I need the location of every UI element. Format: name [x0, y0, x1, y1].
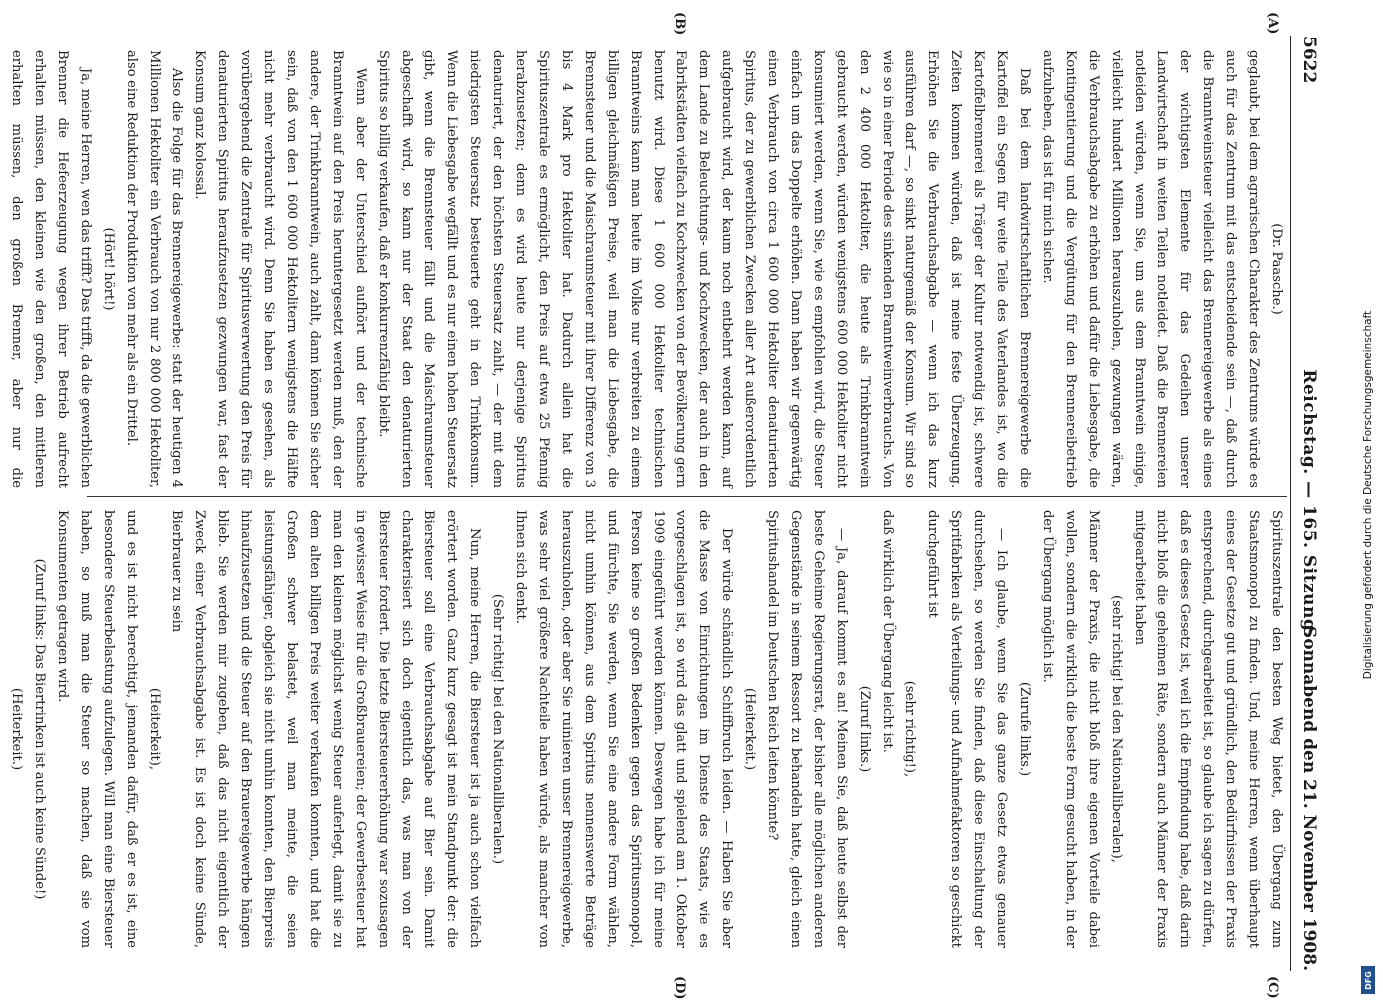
margin-mark-b: (B) — [672, 12, 687, 36]
interjection: (Heiterkeit.) — [9, 687, 25, 771]
page-header — [1293, 36, 1321, 971]
margin-mark-a: (A) — [1265, 12, 1280, 35]
interjection: (Hört! hört!) — [100, 227, 116, 311]
paragraph: daß wirklich der Übergang leicht ist. — [879, 510, 895, 753]
paragraph: Spirituszentrale den besten Weg bietet, den Übergang zum Staatsmonopol zu finden. Und, meine Herren, wenn überhaupt eines der Gesetze gut und gründlich, den Bedürfnissen der Praxis entsprechend, durchgearbeitet ist, so glaube ich sagen zu dürfen, daß es dieses Gesetz ist, weil ich die Empfindung habe, daß darin nicht bloß die geheimen Räte, sondern auch Männer der Praxis mitgearbeitet haben — [1131, 510, 1284, 948]
right-column — [9, 510, 1287, 948]
interjection: (Heiterkeit.) — [742, 687, 758, 771]
margin-mark-c: (C) — [1265, 976, 1280, 999]
page-number: 5622 — [1299, 36, 1319, 84]
interjection: (sehr richtig! bei den Nationalliberalen), — [1108, 595, 1124, 863]
paragraph: geglaubt, bei dem agrarischen Charakter des Zentrums würde es auch für das Zentrum mit das entscheidende sein —, daß durch die Branntweinsteuer vielleicht das Brennereigewerbe als eines der wichtigsten Elemente für das Gedeihen unserer Landwirtschaft in weiten Teilen notleidet. Daß die Brennereien notleiden würden, wenn Sie, um aus dem Branntwein einige, vielleicht hundert Millionen herauszuholen, gezwungen wären, die Verbrauchsabgabe zu erhöhen und dafür die Liebesgabe, die Kontingentierung und die Vergütung für den Brennereibetrieb aufzuheben, das ist für mich sicher. — [1039, 50, 1262, 488]
paragraph: Ja, meine Herren, wen das trifft? Das trifft, da die gewerblichen Brenner die Hefeerzeugung wegen ihrer Betrieb aufrecht erhalten müssen, den kleinen wie den großen, den mittleren erhalten müssen, den großen Brenner, aber nur die — [9, 50, 93, 488]
interjection: (sehr richtig!), — [902, 680, 918, 778]
column-divider — [87, 496, 1287, 497]
paragraph: Der würde schändlich Schiffbruch leiden. — Haben Sie aber die Masse von Einrichtungen im Dienste des Staats, wie es vorgeschlagen ist, so wird das glatt und spielend am 1. Oktober 1909 eingeführt werden können. Deswegen habe ich für meine Person keine so großen Bedenken gegen das Spiritusmonopol, und fürchte, Sie werden, wenn Sie eine andere Form wählen, nicht umhin können, aus dem Spiritus nennenswerte Beträge herauszuholen, oder aber Sie ruinieren unser Brennereigewerbe, was sehr viel größere Nachteile haben würde, als mancher von Ihnen sich denkt. — [513, 510, 735, 948]
interjection: (Zuruf links.) — [856, 685, 872, 773]
interjection: (Zurufe links.) — [1017, 681, 1033, 777]
paragraph — [0, 510, 4, 948]
paragraph: — Ja, darauf kommt es an! Meinen Sie, daß heute selbst der beste Geheime Regierungsrat, der bisher alle möglichen anderen Gegenstände in seinem Ressort zu behandeln hatte, gleich einen Spiritushandel im Deutschen Reich leiten könnte? — [765, 510, 849, 948]
paragraph: Daß bei dem landwirtschaftlichen Brennereigewerbe die Kartoffel ein Segen für weite Teile des Vaterlandes ist, wo die Kartoffelbrennerei als Träger der Kultur notwendig ist, schwere Zeiten kommen würden, daß ist meine feste Überzeugung. Erhöhen Sie die Verbrauchsabgabe — wenn ich das kurz ausführen darf —, so sinkt naturgemäß der Konsum. Wir sind so wie so in einer Periode des sinkenden Branntweinverbrauchs. Von den 2 400 000 Hektoliter, die heute als Trinkbranntwein gebraucht werden, würden wenigstens 600 000 Hektoliter nicht konsumiert werden, wenn Sie, wie es empfohlen wird, die Steuer einfach um das Doppelte erhöhen. Dann haben wir gegenwärtig einen Verbrauch von circa 1 600 000 Hektoliter denaturierten Spiritus, der zu gewerblichen Zwecken aller Art außerordentlich aufgebraucht wird, der kaum noch entbehrt werden kann, auf dem Lande zu Beleuchtungs- und Kochzwecken, der auch in den Fabrikstädten vielfach zu Kochzwecken von der Bevölkerung gern benutzt wird. Diese 1 600 000 Hektoliter technischen Branntweins kann man heute im Volke nur verbreiten zu einem billigen gleichmäßigen Preise, weil man die Liebesgabe, die Brennsteuer und die Maischraumsteuer mit ihrer Differenz von 3 bis 4 Mark pro Hektoliter hat. Dadurch allein hat die Spirituszentrale es ermöglicht, den Preis auf etwa 25 Pfennig herabzusetzen; denn es wird heute nur derjenige Spiritus denaturiert, der den höchsten Steuersatz zahlt, — der mit dem niedrigsten Steuersatz besteuerte geht in den Trinkkonsum. Wenn die Liebesgabe wegfällt und es nur einen hohen Steuersatz gibt, wenn die Brennsteuer fällt und die Maischraumsteuer abgeschafft wird, so kann nur der Staat den denaturierten Spiritus so billig verkaufen, daß er konkurrenzfähig bleibt. — [375, 50, 1033, 488]
dfg-logo — [1361, 966, 1375, 994]
paragraph: Wenn aber der Unterschied aufhört und der technische Branntwein auf den Preis heruntergesetzt werden muß, den der andere, der Trinkbranntwein, auch zahlt, dann können Sie sicher sein, daß von den 1 600 000 Hektolitern wenigstens die Hälfte nicht mehr verbraucht wird. Denn Sie haben es gesehen, als vorübergehend die Zentrale für Spiritusverwertung den Preis für denaturierten Spiritus heraufzusetzen gezwungen war, fast der Konsum ganz kolossal. — [192, 50, 368, 488]
digitization-note: Digitalisierung gefördert durch die Deutsche Forschungsgemeinschaft — [1362, 310, 1374, 680]
speaker-label: (Dr. Paasche.) — [1269, 223, 1284, 315]
session-date: Sonnabend den 21. November 1908. — [1299, 625, 1319, 971]
paragraph: — Ich glaube, wenn Sie das ganze Gesetz etwas genauer durchsehen, so werden Sie finden, daß diese Einschaltung der Spritfabriken als Verteilungs- und Aufnahmefaktoren so geschickt durchgeführt ist — [925, 510, 1010, 948]
margin-mark-d: (D) — [672, 976, 687, 1000]
interjection: (Sehr richtig! bei den Nationalliberalen.) — [490, 593, 506, 865]
paragraph: Also die Folge für das Brennereigewerbe: statt der heutigen 4 Millionen Hektoliter ein Verbrauch von nur 2 800 000 Hektoliter, also eine Reduktion der Produktion von mehr als ein Drittel. — [123, 50, 185, 488]
running-title: Reichstag. — 165. Sitzung. — [1299, 369, 1319, 638]
interjection: (Heiterkeit), — [146, 687, 162, 771]
header-rule — [1290, 36, 1291, 971]
paragraph: Nun, meine Herren, die Biersteuer ist ja auch schon vielfach erörtert worden. Ganz kurz gesagt ist mein Standpunkt der: die Biersteuer soll eine Verbrauchsabgabe auf Bier sein. Damit charakterisiert sich doch eigentlich das, was man von der Biersteuer fordert. Die letzte Biersteuererhöhung war sozusagen in gewisser Weise für die Großbrauereien; der Gewerbesteuer hat man den kleinen möglichst wenig Steuer auferlegt, damit sie zu dem alten billigen Preis weiter verkaufen konnten, und hat die Großen schwer belastet, weil man meinte, die seien leistungsfähiger, obgleich sie nicht umhin konnten, den Bierpreis hinaufzusetzen und die Steuer auf den Brauereigewerbe hängen blieb. Sie werden mir zugeben, daß das nicht eigentlich der Zweck einer Verbrauchsabgabe ist. Es ist doch keine Sünde, Bierbrauer zu sein — [169, 510, 483, 948]
paragraph: Männer der Praxis, die nicht bloß ihre eigenen Vorteile dabei wollen, sondern die wirklich die beste Form gesucht haben, in der der Übergang möglich ist. — [1039, 510, 1101, 948]
dfg-logo-text: DFG — [1363, 970, 1373, 990]
interjection: (Zuruf links: Das Biertrinken ist auch keine Sünde!) — [32, 558, 48, 900]
paragraph: und es ist nicht berechtigt, jemanden dafür, daß er es ist, eine besondere Steuerbelastung aufzulegen. Will man eine Biersteuer haben, so muß man die Steuer so machen, daß sie vom Konsumenten getragen wird. — [54, 510, 139, 948]
left-column — [9, 50, 1287, 488]
